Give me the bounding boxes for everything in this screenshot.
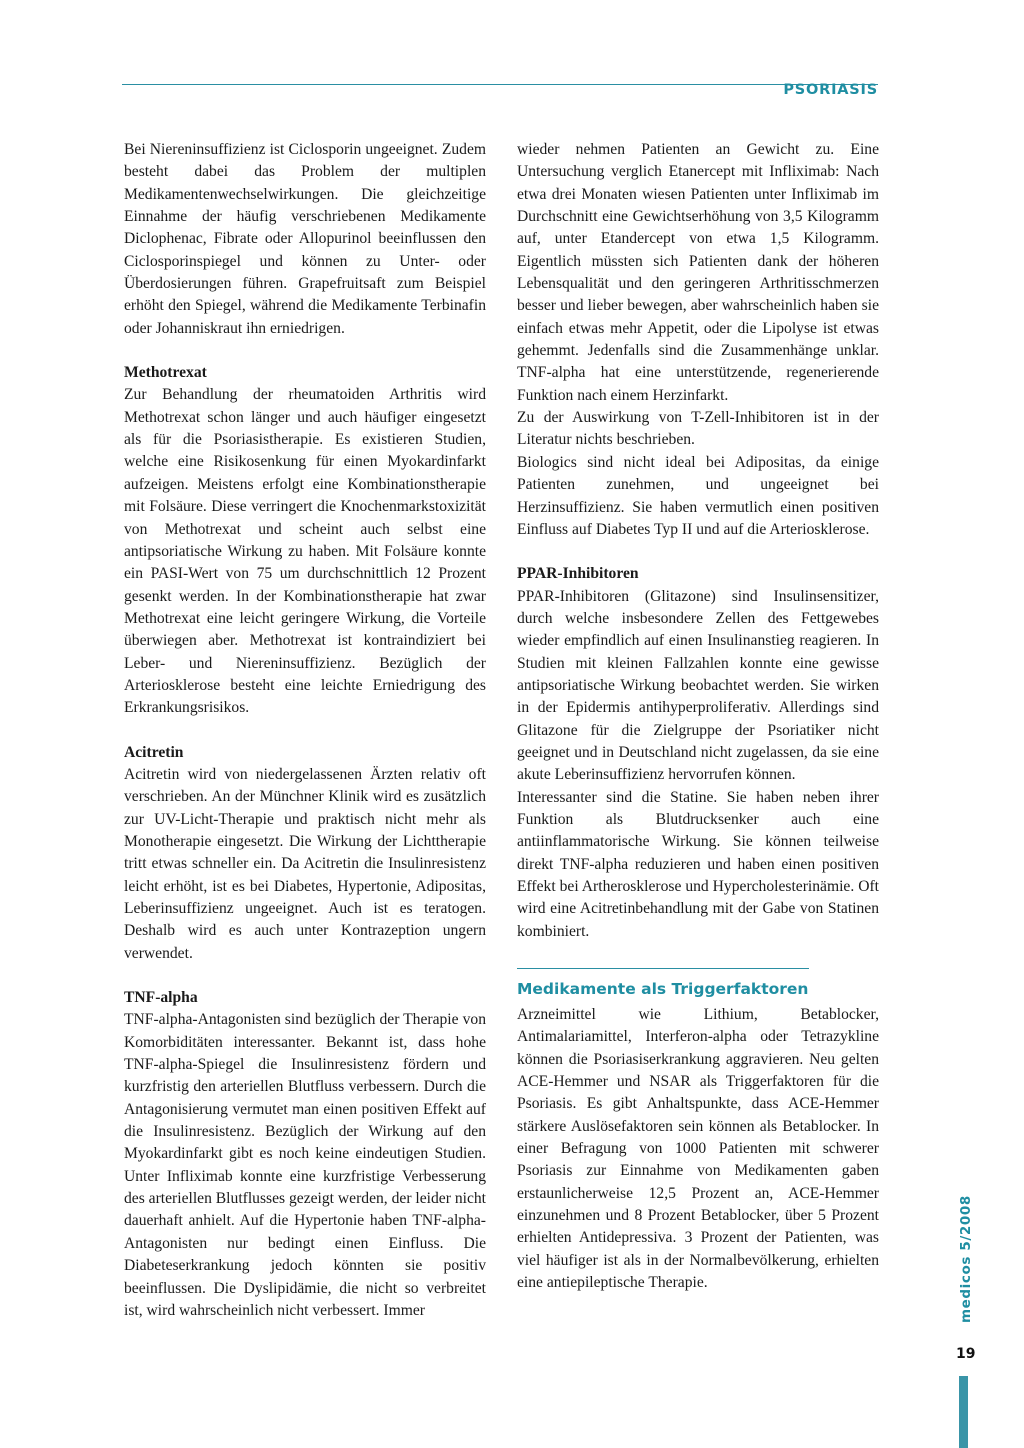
- acitretin-paragraph: Acitretin wird von niedergelassenen Ärzten relativ oft verschrieben. An der Münchner Klinik wird es zusätzlich zur UV-Licht-Therapie und praktisch nicht mehr als Monotherapie eingesetzt. Die Wirkung der Lichttherapie tritt etwas schneller ein. Da Acitretin die Insulinresistenz leicht erhöht, ist es bei Diabetes, Hypertonie, Adipositas, Leberinsuffizienz ungeeignet. Auch ist es teratogen. Deshalb wird es auch unter Kontrazeption ungern verwendet.: [124, 765, 486, 962]
- intro-paragraph: Bei Niereninsuffizienz ist Ciclosporin ungeeignet. Zudem besteht dabei das Problem der multiplen Medikamentenwechselwirkungen. Die gleichzeitige Einnahme der häufig verschriebenen Medikamente Diclophenac, Fibrate oder Allopurinol beeinflussen den Ciclosporinspiegel und können zu Unter- oder Überdosierungen führen. Grapefruitsaft zum Beispiel erhöht den Spiegel, während die Medikamente Terbinafin oder Johanniskraut ihn erniedrigen.: [124, 141, 486, 337]
- right-column: [517, 139, 879, 1295]
- tnf-alpha-continued-paragraph: wieder nehmen Patienten an Gewicht zu. Eine Untersuchung verglich Etanercept mit Infliximab: Nach etwa drei Monaten wiesen Patienten unter Infliximab im Durchschnitt eine Gewichtserhöhung von 3,5 Kilogramm auf, unter Etandercept von etwa 1,5 Kilogramm. Eigentlich müssten sich Patienten dank der höheren Lebensqualität und den geringeren Arthritisschmerzen besser und lieber bewegen, aber wahrscheinlich haben sie einfach etwas mehr Appetit, oder die Lipolyse ist etwas gehemmt. Jedenfalls sind die Zusammenhänge unklar. TNF-alpha hat eine unterstützende, regenerierende Funktion nach einem Herzinfarkt.: [517, 141, 879, 404]
- statine-paragraph: Interessanter sind die Statine. Sie haben neben ihrer Funktion als Blutdrucksenker auch eine antiinflammatorische Wirkung. Sie können teilweise direkt TNF-alpha reduzieren und haben einen positiven Effekt bei Artherosklerose und Hypercholesterinämie. Oft wird eine Acitretinbehandlung mit der Gabe von Statinen kombiniert.: [517, 788, 879, 940]
- methotrexat-heading: Methotrexat: [124, 364, 207, 382]
- t-cell-paragraph: Zu der Auswirkung von T-Zell-Inhibitoren ist in der Literatur nichts beschrieben.: [517, 409, 879, 449]
- left-column: [124, 139, 486, 1322]
- ppar-paragraph: PPAR-Inhibitoren (Glitazone) sind Insulinsensitizer, durch welche insbesondere Zellen des Fettgewebes wieder empfindlich auf einen Insulinanstieg reagieren. In Studien mit kleinen Fallzahlen konnte eine gewisse antipsoriatische Wirkung beobachtet werden. Sie wirken in der Epidermis antihyperproliferativ. Allerdings sind Glitazone für die Zielgruppe der Psoriatiker nicht geeignet und in Deutschland nicht zugelassen, da sie eine akute Leberinsuffizienz hervorrufen können.: [517, 587, 879, 784]
- biologics-paragraph: Biologics sind nicht ideal bei Adipositas, da einige Patienten zunehmen, und ungeeignet bei Herzinsuffizienz. Sie haben vermutlich einen positiven Einfluss auf Diabetes Typ II und auf die Arteriosklerose.: [517, 453, 879, 538]
- trigger-heading: Medikamente als Triggerfaktoren: [517, 980, 809, 999]
- tnf-alpha-heading: TNF-alpha: [124, 989, 198, 1007]
- trigger-paragraph: Arzneimittel wie Lithium, Betablocker, Antimalariamittel, Interferon-alpha oder Tetrazykline können die Psoriasiserkrankung aggravieren. Neu gelten ACE-Hemmer und NSAR als Triggerfaktoren für die Psoriasis. Es gibt Anhaltspunkte, dass ACE-Hemmer stärkere Auslösefaktoren sein können als Betablocker. In einer Befragung von 1000 Patienten mit schwerer Psoriasis zur Einnahme von Medikamenten gaben erstaunlicherweise 12,5 Prozent an, ACE-Hemmer einzunehmen und 8 Prozent Betablocker, über 5 Prozent erhielten Antidepressiva. 3 Prozent der Patienten, was viel häufiger ist als in der Normalbevölkerung, erhielten eine antiepileptische Therapie.: [517, 1006, 879, 1292]
- ppar-heading: PPAR-Inhibitoren: [517, 565, 639, 583]
- section-label: PSORIASIS: [783, 82, 878, 98]
- tnf-alpha-paragraph: TNF-alpha-Antagonisten sind bezüglich der Therapie von Komorbiditäten interessanter. Bekannt ist, dass hohe TNF-alpha-Spiegel die Insulinresistenz fördern und kurzfristig den arteriellen Blutfluss verbessern. Durch die Antagonisierung vermutet man einen positiven Effekt auf die Insulinresistenz. Bezüglich der Wirkung auf den Myokardinfarkt gibt es noch keine eindeutigen Studien. Unter Infliximab konnte eine kurzfristige Verbesserung des arteriellen Blutflusses gezeigt werden, der leider nicht dauerhaft anhielt. Auf die Hypertonie haben TNF-alpha-Antagonisten nur bedingt einen Einfluss. Die Diabeteserkrankung jedoch könnten sie positiv beeinflussen. Die Dyslipidämie, die nicht so verbreitet ist, wird wahrscheinlich nicht verbessert. Immer: [124, 1011, 486, 1319]
- header-rule: [122, 84, 878, 85]
- section-divider: [517, 968, 809, 969]
- side-accent-bar: [959, 1376, 968, 1448]
- acitretin-heading: Acitretin: [124, 743, 184, 761]
- page-number: 19: [956, 1346, 976, 1362]
- journal-label: medicos 5/2008: [958, 1195, 974, 1323]
- methotrexat-paragraph: Zur Behandlung der rheumatoiden Arthritis wird Methotrexat schon länger und auch häufiger eingesetzt als für die Psoriasistherapie. Es existieren Studien, welche eine Risikosenkung für einen Myokardinfarkt aufzeigen. Meistens erfolgt eine Kombinationstherapie mit Folsäure. Diese verringert die Knochenmarkstoxizität von Methotrexat und scheint auch selbst eine antipsoriatische Wirkung zu haben. Mit Folsäure konnte ein PASI-Wert von 75 um durchschnittlich 12 Prozent gesenkt werden. In der Kombinationstherapie hat zwar Methotrexat eine leicht geringere Wirkung, die Vorteile überwiegen aber. Methotrexat ist kontraindiziert bei Leber- und Niereninsuffizienz. Bezüglich der Arteriosklerose besteht eine leichte Erniedrigung des Erkrankungsrisikos.: [124, 386, 486, 717]
